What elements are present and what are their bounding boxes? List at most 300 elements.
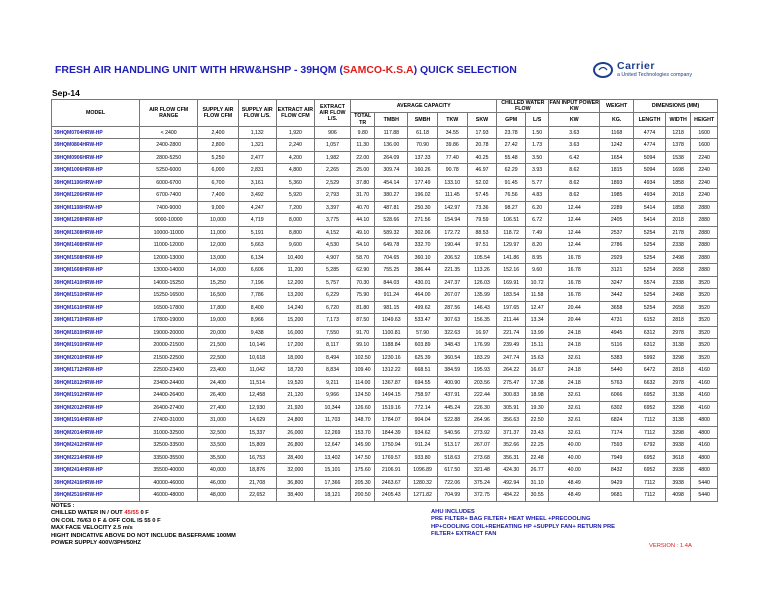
table-cell: 540.56 [437,426,467,439]
table-cell: 32.61 [549,426,600,439]
model-cell: 39HQM1810HRW-HP [52,326,140,339]
table-cell: 136.00 [375,139,408,152]
table-cell: 1654 [600,151,634,164]
table-cell: 31,000 [198,414,238,427]
table-cell: 2,265 [314,164,350,177]
table-cell: 3138 [665,339,690,352]
table-cell: 55.48 [497,151,526,164]
table-cell: 152.16 [497,264,526,277]
table-cell: 148.70 [351,414,375,427]
table-cell: 21,708 [238,476,276,489]
table-row [52,239,718,252]
table-cell: 2463.67 [375,476,408,489]
table-cell: 2106.91 [375,464,408,477]
table-cell: 3938 [665,464,690,477]
table-cell: 11000-12000 [140,239,198,252]
table-row [52,351,718,364]
table-cell: 2,529 [314,176,350,189]
table-cell: 309.74 [375,164,408,177]
table-cell: 40.00 [549,439,600,452]
table-cell: 1,920 [276,126,314,139]
table-cell: 2880 [691,239,718,252]
table-row [52,276,718,289]
table-cell: 40.70 [351,201,375,214]
table-cell: 911.24 [375,289,408,302]
header-tkw: TKW [437,113,467,126]
table-cell: 221.35 [437,264,467,277]
table-cell: 5992 [634,351,666,364]
table-cell: 16.97 [467,326,497,339]
table-cell: 172.72 [437,226,467,239]
table-cell: 13,200 [276,289,314,302]
title-highlight: SAMCO-K.S.A [342,64,414,76]
table-cell: 2978 [665,326,690,339]
table-cell: 26400-27400 [140,401,198,414]
table-cell: 625.39 [408,351,438,364]
table-cell: 5,757 [314,276,350,289]
table-cell: 2498 [665,251,690,264]
table-cell: 5,920 [276,189,314,202]
table-cell: 18,121 [314,489,350,502]
table-cell: 46.97 [467,164,497,177]
table-cell: 3,161 [238,176,276,189]
table-cell: 20.44 [549,314,600,327]
header-width: WIDTH [665,113,690,126]
table-cell: 23,400 [198,364,238,377]
table-cell: 22.25 [525,439,548,452]
table-cell: 356.63 [497,414,526,427]
table-cell: 3247 [600,276,634,289]
table-cell: 13.99 [525,326,548,339]
table-cell: 380.27 [375,189,408,202]
table-cell: 16500-17800 [140,301,198,314]
header-avg-capacity: AVERAGE CAPACITY [351,100,497,113]
table-cell: 205.30 [351,476,375,489]
table-cell: 20.78 [467,139,497,152]
table-cell: 6792 [634,439,666,452]
table-cell: 22.50 [525,414,548,427]
table-cell: 13,402 [314,451,350,464]
table-cell: 40.00 [549,451,600,464]
table-cell: 15.11 [525,339,548,352]
table-cell: 4,152 [314,226,350,239]
table-cell: 617.50 [437,464,467,477]
table-cell: 5254 [634,251,666,264]
table-cell: 264.09 [375,151,408,164]
table-cell: 2658 [665,301,690,314]
table-cell: 1096.89 [408,464,438,477]
table-cell: 26,400 [198,389,238,402]
model-cell: 39HQM1610HRW-HP [52,301,140,314]
table-cell: 19,000 [198,314,238,327]
table-cell: 906 [314,126,350,139]
table-cell: 6952 [634,389,666,402]
table-cell: 9000-10000 [140,214,198,227]
table-cell: 307.63 [437,314,467,327]
table-cell: 129.97 [497,239,526,252]
table-row [52,364,718,377]
table-cell: 23.43 [525,426,548,439]
header-kw: KW [549,113,600,126]
table-cell: 61.18 [408,126,438,139]
table-cell: 81.80 [351,301,375,314]
header-extract-cfm: EXTRACT AIR FLOW CFM [276,100,314,127]
table-cell: 91.45 [497,176,526,189]
table-cell: 3121 [600,264,634,277]
table-cell: 1769.57 [375,451,408,464]
table-cell: 273.92 [467,426,497,439]
table-cell: 183.54 [497,289,526,302]
table-cell: 2800-5250 [140,151,198,164]
table-cell: 23400-24400 [140,376,198,389]
notes-line-2: ON COIL 76/63 0 F & OFF COIL IS 55 0 F [51,517,161,524]
table-cell: 275.47 [497,376,526,389]
table-cell: 106.51 [497,214,526,227]
table-cell: 176.99 [467,339,497,352]
table-cell: 46,000 [198,476,238,489]
model-cell: 39HQM1006HRW-HP [52,164,140,177]
table-cell: 6632 [634,376,666,389]
table-cell: 1844.39 [375,426,408,439]
table-cell: 4,907 [314,251,350,264]
table-cell: 200.50 [351,489,375,502]
table-cell: 88.53 [467,226,497,239]
model-cell: 39HQM2010HRW-HP [52,351,140,364]
table-cell: 7,550 [314,326,350,339]
table-cell: 135.99 [467,289,497,302]
table-cell: 704.65 [375,251,408,264]
table-cell: 2880 [691,251,718,264]
table-cell: 15,250 [198,276,238,289]
table-cell: 14,240 [276,301,314,314]
table-cell: 11,514 [238,376,276,389]
table-cell: 8.62 [549,189,600,202]
table-cell: 3938 [665,439,690,452]
table-cell: 2,400 [198,126,238,139]
table-cell: 203.56 [467,376,497,389]
table-cell: 23.78 [497,126,526,139]
table-cell: 4731 [600,314,634,327]
table-cell: 3520 [691,326,718,339]
table-cell: 9,600 [276,239,314,252]
table-cell: 1815 [600,164,634,177]
table-cell: 3520 [691,351,718,364]
table-cell: 9681 [600,489,634,502]
table-cell: 4,530 [314,239,350,252]
table-cell: 154.94 [437,214,467,227]
table-cell: 6,720 [314,301,350,314]
table-cell: 5254 [634,226,666,239]
table-cell: 222.44 [467,389,497,402]
table-cell: 146.43 [467,301,497,314]
table-cell: 36,800 [276,476,314,489]
table-cell: 10,618 [238,351,276,364]
table-cell: 287.56 [437,301,467,314]
table-cell: 24.18 [549,326,600,339]
notes-line-4: HIGHT INDICATIVE ABOVE DO NOT INCLUDE BASEFRAME 100MM [51,532,236,539]
table-cell: 48.49 [549,489,600,502]
ahu-line-1: AHU INCLUDES [431,509,475,515]
table-cell: 2,793 [314,189,350,202]
table-cell: 30.55 [525,489,548,502]
table-cell: 4,247 [238,201,276,214]
table-cell: 3520 [691,289,718,302]
model-cell: 39HQM1206HRW-HP [52,189,140,202]
table-cell: 7,200 [276,201,314,214]
table-cell: 264.96 [467,414,497,427]
table-row [52,426,718,439]
table-cell: 4160 [691,389,718,402]
table-cell: 12,000 [198,239,238,252]
table-cell: 375.24 [467,476,497,489]
table-cell: 73.36 [467,201,497,214]
table-cell: 16,753 [238,451,276,464]
table-cell: 247.74 [497,351,526,364]
header-supply-cfm: SUPPLY AIR FLOW CFM [198,100,238,127]
table-cell: 649.78 [375,239,408,252]
table-row [52,314,718,327]
table-cell: 11.30 [351,139,375,152]
table-cell: 1280.32 [408,476,438,489]
table-cell: 197.65 [497,301,526,314]
table-cell: 7949 [600,451,634,464]
table-cell: 22.00 [351,151,375,164]
model-cell: 39HQM1508HRW-HP [52,251,140,264]
table-cell: 454.14 [375,176,408,189]
table-cell: 2018 [665,189,690,202]
table-cell: 3298 [665,401,690,414]
table-cell: 24,800 [276,414,314,427]
table-cell: 2018 [665,214,690,227]
table-cell: 221.74 [497,326,526,339]
table-cell: 195.93 [467,364,497,377]
table-cell: 1049.63 [375,314,408,327]
table-cell: 169.91 [497,276,526,289]
table-cell: 124.50 [351,389,375,402]
table-cell: 15,101 [314,464,350,477]
table-cell: 70.90 [408,139,438,152]
logo-name: Carrier [617,60,655,72]
table-cell: 10.72 [525,276,548,289]
table-cell: 5.77 [525,176,548,189]
table-cell: 5440 [691,489,718,502]
table-cell: 3.50 [525,151,548,164]
table-cell: 142.97 [437,201,467,214]
header-extract-ls: EXTRACT AIR FLOW L/S. [314,100,350,127]
header-weight: WEIGHT [600,100,634,113]
page-title [55,64,517,76]
table-cell: 105.54 [467,251,497,264]
table-cell: 21,920 [276,401,314,414]
table-cell: 57.45 [467,189,497,202]
table-cell: 2818 [665,314,690,327]
table-cell: 4,719 [238,214,276,227]
table-cell: 332.70 [408,239,438,252]
table-cell: 758.97 [408,389,438,402]
header-chilled-water: CHILLED WATER FLOW [497,100,549,113]
table-cell: 2978 [665,376,690,389]
table-cell: 10,146 [238,339,276,352]
table-cell: 934.62 [408,426,438,439]
table-cell: 4800 [691,414,718,427]
table-cell: 113.26 [467,264,497,277]
table-cell: 19000-20000 [140,326,198,339]
table-cell: 360.54 [437,351,467,364]
table-cell: 8,800 [276,226,314,239]
table-cell: 6302 [600,401,634,414]
table-cell: 24.18 [549,339,600,352]
table-cell: 2338 [665,239,690,252]
table-cell: 20000-21500 [140,339,198,352]
header-total-tr: TOTAL TR [351,113,375,126]
table-cell: 18,000 [276,351,314,364]
title-part1: FRESH AIR HANDLING UNIT WITH HRW&HSHP - 39HQM ( [55,64,343,76]
table-cell: 39.86 [437,139,467,152]
table-row [52,164,718,177]
table-cell: 2880 [691,214,718,227]
table-row [52,489,718,502]
notes-line-3: MAX FACE VELOCITY 2.5 m/s [51,525,133,532]
table-cell: 267.07 [437,289,467,302]
table-cell: 15,337 [238,426,276,439]
table-cell: 40.00 [549,464,600,477]
table-cell: 6,134 [238,251,276,264]
table-cell: 2880 [691,201,718,214]
table-cell: 3520 [691,339,718,352]
table-cell: 40.25 [467,151,497,164]
table-cell: 33,500 [198,439,238,452]
table-cell: 1600 [691,126,718,139]
model-cell: 39HQM2412HRW-HP [52,439,140,452]
table-cell: 5,663 [238,239,276,252]
table-cell: 17.38 [525,376,548,389]
table-cell: 13,000 [198,251,238,264]
table-row [52,414,718,427]
table-cell: 528.66 [375,214,408,227]
table-cell: 175.60 [351,464,375,477]
table-cell: 264.22 [497,364,526,377]
table-cell: 37.80 [351,176,375,189]
table-cell: 2786 [600,239,634,252]
table-cell: 35500-40000 [140,464,198,477]
table-cell: 6,000 [198,164,238,177]
table-cell: 2,831 [238,164,276,177]
table-cell: 1.50 [525,126,548,139]
table-row [52,214,718,227]
table-cell: 6312 [634,326,666,339]
table-cell: 11,200 [276,264,314,277]
table-cell: 226.30 [467,401,497,414]
table-row [52,301,718,314]
model-cell: 39HQM1510HRW-HP [52,289,140,302]
table-cell: 70.30 [351,276,375,289]
table-cell: 183.29 [467,351,497,364]
table-cell: 6824 [600,414,634,427]
table-cell: 384.59 [437,364,467,377]
table-cell: 7.49 [525,226,548,239]
table-cell: 3.63 [549,139,600,152]
table-cell: 2,240 [276,139,314,152]
table-cell: 302.06 [408,226,438,239]
table-cell: 5574 [634,276,666,289]
table-cell: 109.40 [351,364,375,377]
model-cell: 39HQM0804HRW-HP [52,139,140,152]
table-cell: 2178 [665,226,690,239]
table-cell: 11,703 [314,414,350,427]
table-cell: 22,652 [238,489,276,502]
table-cell: 32,500 [198,426,238,439]
table-cell: 239.49 [497,339,526,352]
notes-line-1-temp: 45/55 [124,510,139,517]
table-cell: 16.78 [549,264,600,277]
header-kg: KG. [600,113,634,126]
table-cell: 54.10 [351,239,375,252]
table-cell: 31000-32500 [140,426,198,439]
table-row [52,339,718,352]
table-cell: 267.07 [467,439,497,452]
table-cell: 4934 [634,176,666,189]
header-tmbh: TMBH [375,113,408,126]
table-cell: 3.63 [549,126,600,139]
table-cell: 6152 [634,314,666,327]
table-cell: 2929 [600,251,634,264]
table-cell: 3658 [600,301,634,314]
table-cell: 3938 [665,476,690,489]
table-cell: 3,492 [238,189,276,202]
table-cell: 2818 [665,364,690,377]
model-cell: 39HQM1208HRW-HP [52,214,140,227]
table-cell: 5440 [600,364,634,377]
table-cell: 533.47 [408,314,438,327]
table-cell: 15,809 [238,439,276,452]
header-smbh: SMBH [408,113,438,126]
table-cell: 24.18 [549,376,600,389]
table-cell: 271.56 [408,214,438,227]
table-cell: 75.90 [351,289,375,302]
table-cell: 2400-2800 [140,139,198,152]
header-model: MODEL [52,100,140,127]
table-cell: 15.63 [525,351,548,364]
table-cell: 2240 [691,151,718,164]
table-cell: 1600 [691,139,718,152]
table-cell: 16.78 [549,276,600,289]
table-cell: 4.83 [525,189,548,202]
table-cell: 97.51 [467,239,497,252]
header-height: HEIGHT [691,113,718,126]
table-row [52,389,718,402]
table-cell: 2658 [665,264,690,277]
table-row [52,289,718,302]
table-cell: 2240 [691,189,718,202]
table-cell: 8,000 [276,214,314,227]
table-cell: 1218 [665,126,690,139]
table-cell: 196.02 [408,189,438,202]
table-cell: 26,800 [276,439,314,452]
table-cell: 117.88 [375,126,408,139]
table-cell: 1698 [665,164,690,177]
table-cell: 1188.84 [375,339,408,352]
header-fan-power: FAN INPUT POWER KW [549,100,599,113]
table-cell: 11,000 [198,226,238,239]
table-cell: 35,500 [198,451,238,464]
table-cell: 211.44 [497,314,526,327]
table-cell: 904.04 [408,414,438,427]
model-cell: 39HQM1710HRW-HP [52,314,140,327]
table-cell: 26,000 [276,426,314,439]
table-cell: 5254 [634,239,666,252]
table-cell: 17,800 [198,301,238,314]
table-row [52,201,718,214]
